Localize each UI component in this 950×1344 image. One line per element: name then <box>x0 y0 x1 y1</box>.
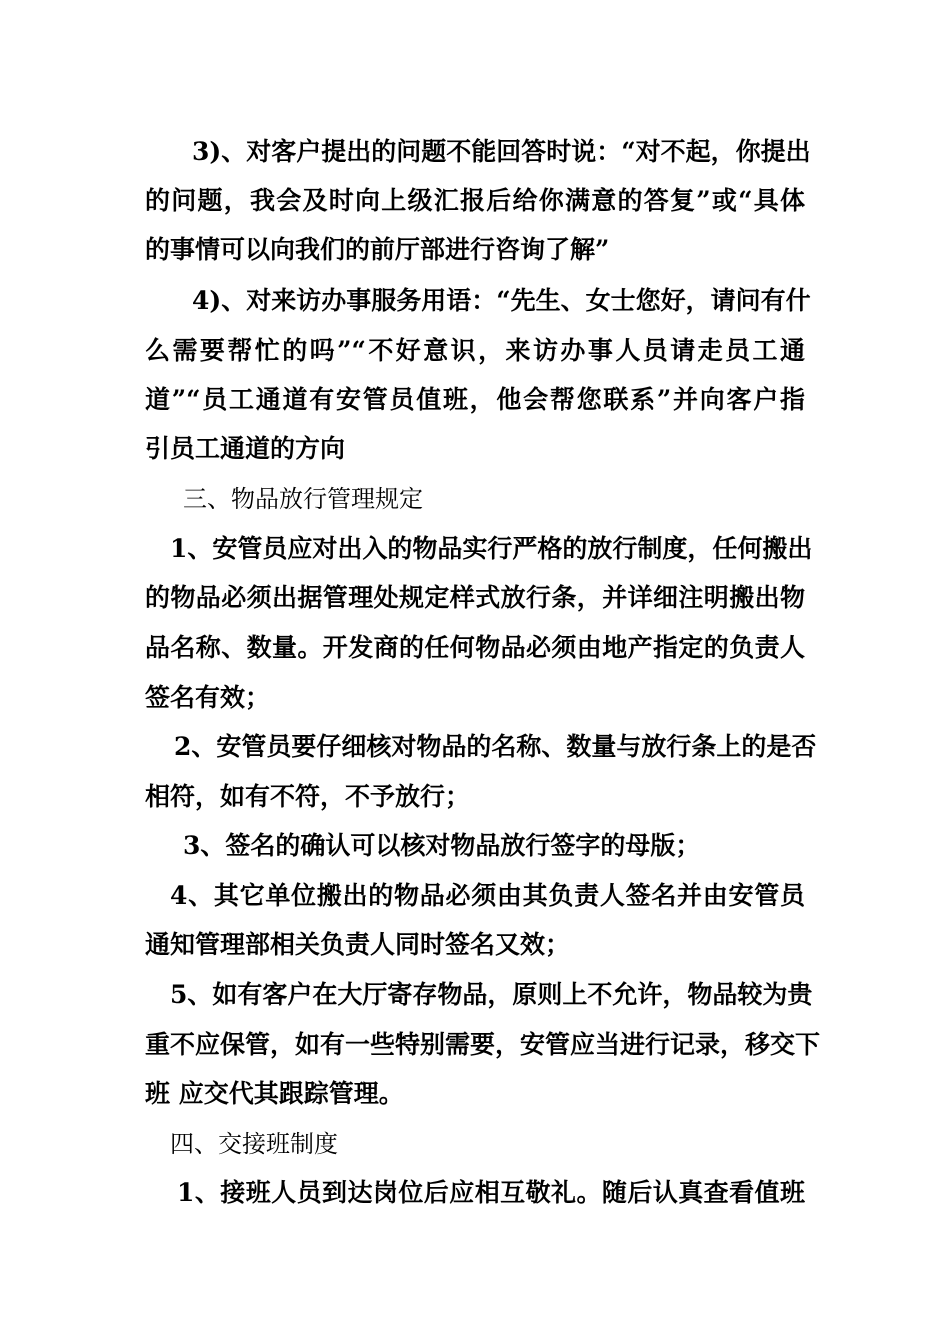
text-line: 重不应保管，如有一些特别需要，安管应当进行记录，移交下 <box>145 1030 821 1059</box>
section-heading: 三、物品放行管理规定 <box>183 485 423 513</box>
text-line: 4、其它单位搬出的物品必须由其负责人签名并由安管员 <box>170 881 805 910</box>
text-line: 的事情可以向我们的前厅部进行咨询了解” <box>145 235 610 264</box>
text-line: 品名称、数量。开发商的任何物品必须由地产指定的负责人 <box>145 633 805 662</box>
section-heading: 四、交接班制度 <box>170 1130 338 1158</box>
text-line: 4)、对来访办事服务用语：“先生、女士您好，请问有什 <box>192 286 811 315</box>
text-line: 1、安管员应对出入的物品实行严格的放行制度，任何搬出 <box>170 534 813 563</box>
text-line: 的问题，我会及时向上级汇报后给你满意的答复”或“具体 <box>145 186 805 215</box>
text-line: 3)、对客户提出的问题不能回答时说：“对不起，你提出 <box>192 137 811 166</box>
text-line: 道”“员工通道有安管员值班，他会帮您联系”并向客户指 <box>145 385 805 414</box>
text-line: 的物品必须出据管理处规定样式放行条，并详细注明搬出物 <box>145 583 805 612</box>
text-line: 签名有效； <box>145 683 271 712</box>
text-line: 3、签名的确认可以核对物品放行签字的母版； <box>183 831 701 860</box>
text-line: 5、如有客户在大厅寄存物品，原则上不允许，物品较为贵 <box>170 980 813 1009</box>
text-line: 2、安管员要仔细核对物品的名称、数量与放行条上的是否 <box>174 732 817 761</box>
text-line: 班 应交代其跟踪管理。 <box>145 1079 404 1108</box>
text-line: 通知管理部相关负责人同时签名又效； <box>145 930 571 959</box>
text-line: 么需要帮忙的吗”“不好意识，来访办事人员请走员工通 <box>145 336 805 365</box>
text-line: 相符，如有不符，不予放行； <box>145 782 471 811</box>
text-line: 引员工通道的方向 <box>145 434 346 463</box>
text-line: 1、接班人员到达岗位后应相互敬礼。随后认真查看值班 <box>177 1178 805 1207</box>
